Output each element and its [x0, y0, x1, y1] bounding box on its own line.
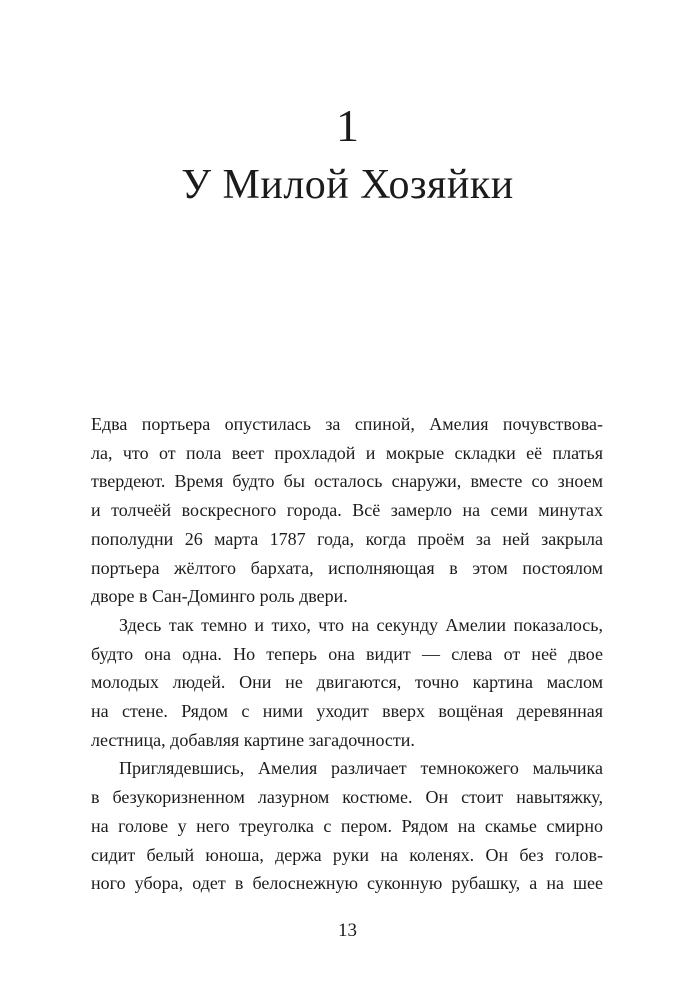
- text-line: будто она одна. Но теперь она видит — слева от неё двое: [91, 643, 603, 664]
- paragraph: [91, 410, 603, 611]
- text-line: на голове у него треуголка с пером. Рядом на скамье смирно: [91, 815, 603, 836]
- text-line: твердеют. Время будто бы осталось снаружи, вместе со зноем: [91, 471, 603, 492]
- text-line: Здесь так темно и тихо, что на секунду Амелии показалось,: [119, 614, 603, 635]
- text-line: сидит белый юноша, держа руки на коленях. Он без голов-: [91, 844, 603, 865]
- text-line: дворе в Сан-Доминго роль двери.: [91, 586, 348, 607]
- text-line: Приглядевшись, Амелия различает темнокожего мальчика: [119, 758, 603, 779]
- paragraph: [91, 611, 603, 755]
- text-line: пополудни 26 марта 1787 года, когда проём за ней закрыла: [91, 528, 603, 549]
- text-block: [91, 410, 603, 898]
- text-line: и толчеёй воскресного города. Всё замерло на семи минутах: [91, 500, 603, 521]
- text-line: ла, что от пола веет прохладой и мокрые складки её платья: [91, 442, 603, 463]
- page-number: 13: [338, 920, 357, 941]
- text-line: лестница, добавляя картине загадочности.: [91, 729, 415, 750]
- chapter-title: У Милой Хозяйки: [181, 162, 514, 208]
- text-line: на стене. Рядом с ними уходит вверх вощёная деревянная: [91, 701, 603, 722]
- text-line: молодых людей. Они не двигаются, точно картина маслом: [91, 672, 603, 693]
- paragraph: [91, 754, 603, 898]
- text-line: ного убора, одет в белоснежную суконную рубашку, а на шее: [91, 873, 603, 894]
- text-line: в безукоризненном лазурном костюме. Он стоит навытяжку,: [91, 787, 603, 808]
- chapter-number: 1: [336, 100, 359, 151]
- text-line: портьера жёлтого бархата, исполняющая в этом постоялом: [91, 557, 603, 578]
- text-line: Едва портьера опустилась за спиной, Амелия почувствова-: [91, 414, 603, 434]
